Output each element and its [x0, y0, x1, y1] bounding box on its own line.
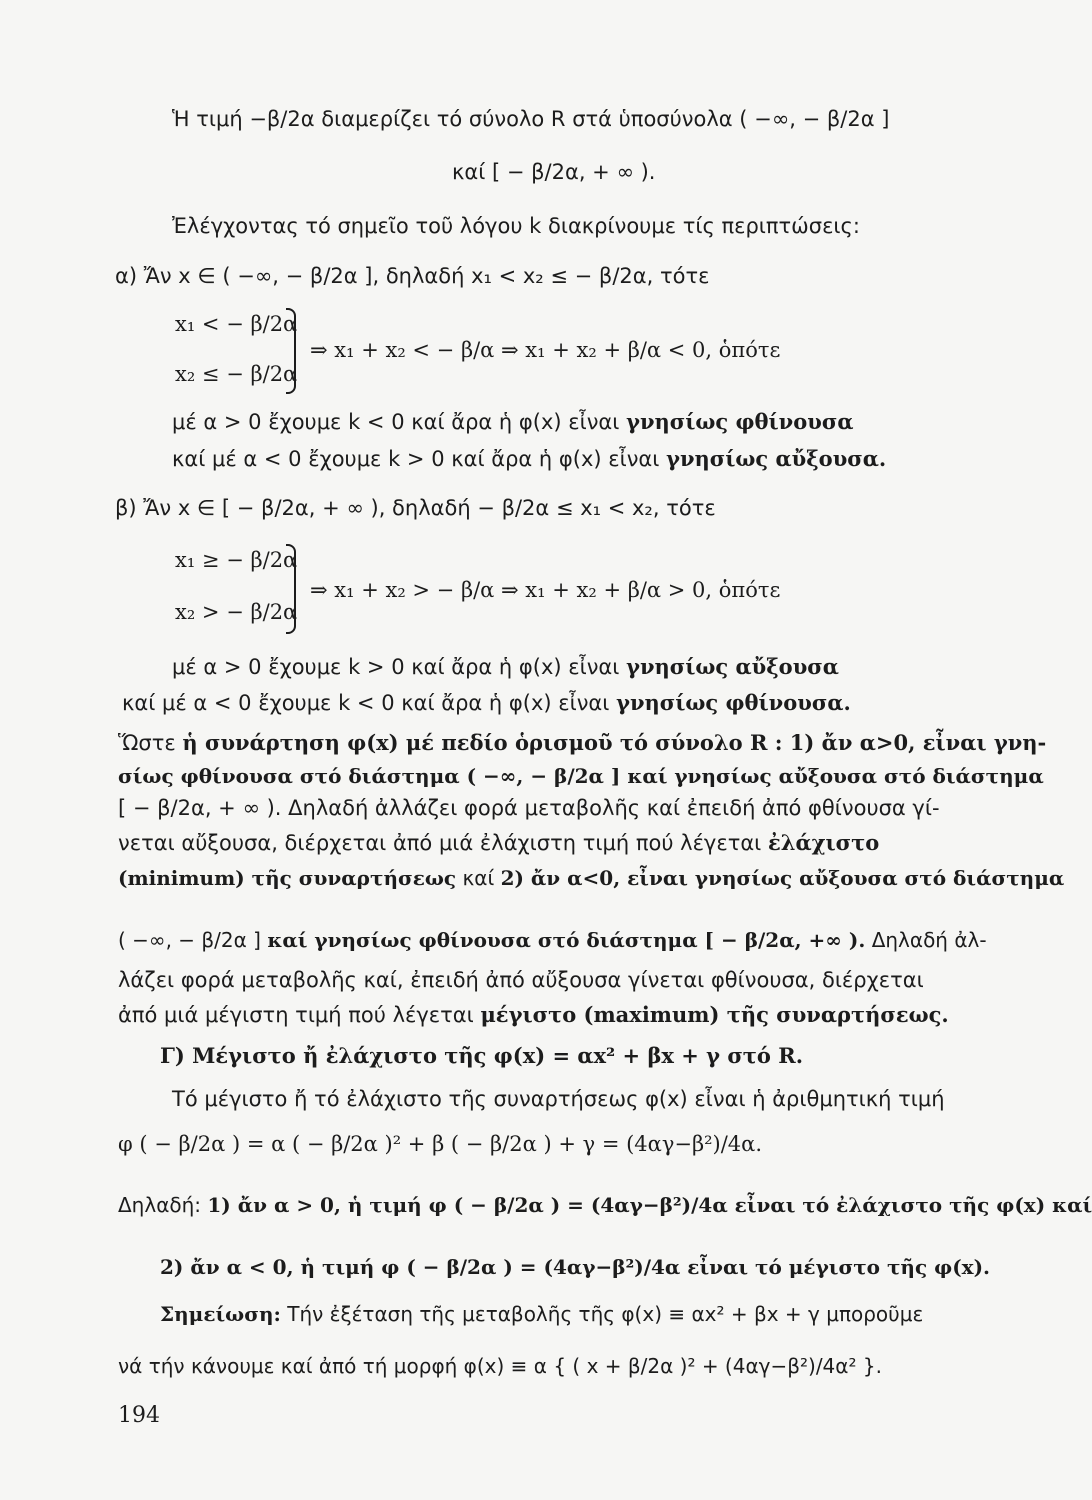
text-line: [118, 730, 1046, 756]
text-segment: Δηλαδή:: [118, 1193, 202, 1217]
emphasis-text: γνησίως φθίνουσα.: [616, 690, 851, 715]
text-segment: ἀπό μιά μέγιστη τιμή πού λέγεται: [118, 1003, 474, 1027]
math-line: x₁ < − β/2α: [175, 312, 298, 336]
math-line: φ ( − β/2α ) = α ( − β/2α )² + β ( − β/2α ) + γ = (4αγ−β²)/4α.: [118, 1132, 763, 1156]
text-line: [118, 1193, 1092, 1217]
emphasis-text: 1) ἄν α > 0, ἡ τιμή φ ( − β/2α ) = (4αγ−β²)/4α εἶναι τό ἐλάχιστο τῆς φ(x) καί: [207, 1193, 1092, 1217]
text-segment: Τήν ἐξέταση τῆς μεταβολῆς τῆς φ(x) ≡ αx² + βx + γ μποροῦμε: [287, 1302, 924, 1326]
emphasis-text: (minimum) τῆς συναρτήσεως: [118, 866, 457, 890]
text-line: [118, 928, 987, 952]
text-line: α) Ἄν x ∈ ( −∞, − β/2α ], δηλαδή x₁ < x₂ ≤ − β/2α, τότε: [115, 264, 710, 288]
text-segment: νεται αὔξουσα, διέρχεται ἀπό μιά ἐλάχιστη τιμή πού λέγεται: [118, 831, 762, 855]
page-number: 194: [118, 1403, 160, 1428]
text-segment: καί μέ α < 0 ἔχουμε k < 0 καί ἄρα ἡ φ(x) εἶναι: [122, 691, 610, 715]
text-line: Ἐλέγχοντας τό σημεῖο τοῦ λόγου k διακρίνουμε τίς περιπτώσεις:: [172, 214, 860, 238]
text-line: Τό μέγιστο ἤ τό ἐλάχιστο τῆς συναρτήσεως φ(x) εἶναι ἡ ἀριθμητική τιμή: [172, 1087, 945, 1111]
emphasis-text: γνησίως αὔξουσα.: [666, 446, 887, 471]
math-line: ⇒ x₁ + x₂ < − β/α ⇒ x₁ + x₂ + β/α < 0, ὁπότε: [310, 338, 781, 362]
emphasis-line: 2) ἄν α < 0, ἡ τιμή φ ( − β/2α ) = (4αγ−β²)/4α εἶναι τό μέγιστο τῆς φ(x).: [160, 1255, 991, 1279]
math-line: x₂ > − β/2α: [175, 600, 298, 624]
text-segment: καί: [462, 866, 495, 890]
text-segment: ( −∞, − β/2α ]: [118, 928, 261, 952]
emphasis-text: 2) ἄν α<0, εἶναι γνησίως αὔξουσα στό διάστημα: [500, 866, 1065, 890]
text-line: [172, 446, 886, 472]
text-line: [172, 654, 839, 680]
section-heading: Γ) Μέγιστο ἤ ἐλάχιστο τῆς φ(x) = αx² + βx + γ στό R.: [160, 1043, 804, 1068]
text-line: καί [ − β/2α, + ∞ ).: [452, 160, 656, 184]
text-line: [118, 866, 1064, 890]
text-line: [160, 1302, 923, 1326]
emphasis-text: μέγιστο (maximum) τῆς συναρτήσεως.: [480, 1002, 949, 1027]
text-segment: Ὥστε: [118, 731, 176, 755]
text-segment: μέ α > 0 ἔχουμε k < 0 καί ἄρα ἡ φ(x) εἶναι: [172, 410, 620, 434]
emphasis-text: γνησίως φθίνουσα: [626, 409, 854, 434]
math-line: x₂ ≤ − β/2α: [175, 362, 298, 386]
text-segment: Δηλαδή ἀλ-: [871, 928, 987, 952]
text-segment: μέ α > 0 ἔχουμε k > 0 καί ἄρα ἡ φ(x) εἶναι: [172, 655, 620, 679]
text-line: β) Ἄν x ∈ [ − β/2α, + ∞ ), δηλαδή − β/2α ≤ x₁ < x₂, τότε: [115, 496, 716, 520]
text-line: λάζει φορά μεταβολῆς καί, ἐπειδή ἀπό αὔξουσα γίνεται φθίνουσα, διέρχεται: [118, 968, 924, 992]
emphasis-text: καί γνησίως φθίνουσα στό διάστημα [ − β/2α, +∞ ).: [267, 928, 866, 952]
text-line: [ − β/2α, + ∞ ). Δηλαδή ἀλλάζει φορά μεταβολῆς καί ἐπειδή ἀπό φθίνουσα γί-: [118, 796, 940, 820]
text-line: νά τήν κάνουμε καί ἀπό τή μορφή φ(x) ≡ α { ( x + β/2α )² + (4αγ−β²)/4α² }.: [118, 1354, 882, 1378]
emphasis-text: ἐλάχιστο: [767, 830, 880, 855]
text-line: Ἡ τιμή −β/2α διαμερίζει τό σύνολο R στά ὑποσύνολα ( −∞, − β/2α ]: [172, 107, 890, 131]
note-label: Σημείωση:: [160, 1302, 281, 1326]
emphasis-text: ἡ συνάρτηση φ(x) μέ πεδίο ὁρισμοῦ τό σύνολο R : 1) ἄν α>0, εἶναι γνη-: [182, 730, 1047, 755]
text-line: [122, 690, 851, 716]
text-line: [172, 409, 853, 435]
math-line: ⇒ x₁ + x₂ > − β/α ⇒ x₁ + x₂ + β/α > 0, ὁπότε: [310, 578, 781, 602]
text-line: [118, 1002, 949, 1028]
text-line: [118, 830, 879, 856]
text-segment: καί μέ α < 0 ἔχουμε k > 0 καί ἄρα ἡ φ(x) εἶναι: [172, 447, 660, 471]
math-line: x₁ ≥ − β/2α: [175, 548, 298, 572]
emphasis-text: γνησίως αὔξουσα: [626, 654, 839, 679]
emphasis-line: σίως φθίνουσα στό διάστημα ( −∞, − β/2α ] καί γνησίως αὔξουσα στό διάστημα: [118, 764, 1044, 788]
